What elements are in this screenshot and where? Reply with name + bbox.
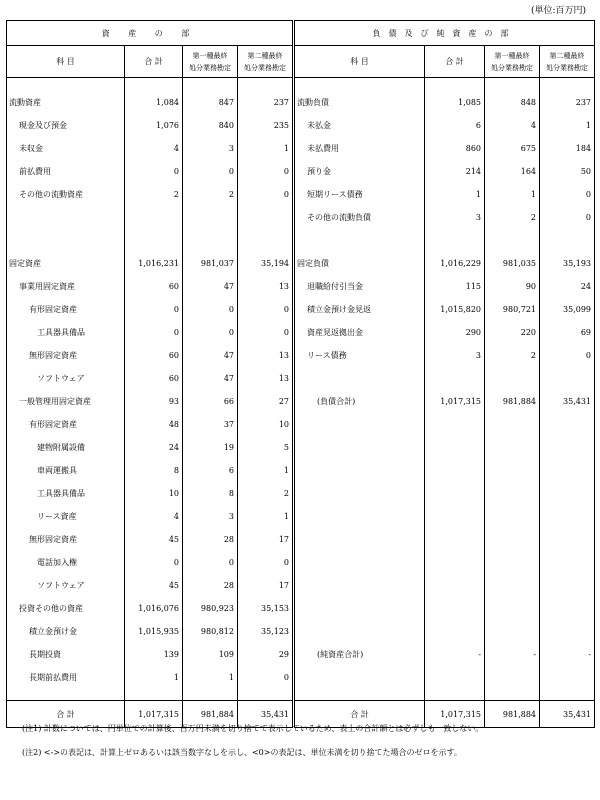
- asset-type1-cell: 980,812: [183, 620, 238, 643]
- asset-item-label: 一般管理用固定資産: [7, 390, 125, 413]
- asset-item-label: 無形固定資産: [7, 344, 125, 367]
- asset-item-label: 現金及び預金: [7, 114, 125, 137]
- table-row: [7, 436, 595, 459]
- asset-total-cell: 45: [125, 574, 183, 597]
- asset-type2-cell: 13: [238, 344, 294, 367]
- asset-item-label: 無形固定資産: [7, 528, 125, 551]
- table-row: [7, 229, 595, 252]
- table-row: [7, 505, 595, 528]
- liability-type1-cell: -: [485, 643, 540, 666]
- asset-total-cell: 0: [125, 551, 183, 574]
- asset-type1-cell: 0: [183, 160, 238, 183]
- asset-total-cell: 60: [125, 275, 183, 298]
- liability-type1-cell: [485, 459, 540, 482]
- liability-item-label: 退職給付引当金: [307, 282, 364, 291]
- liability-item-label: [294, 229, 425, 252]
- asset-type1-cell: 8: [183, 482, 238, 505]
- asset-type1-cell: 109: [183, 643, 238, 666]
- liability-type1-cell: [485, 551, 540, 574]
- liability-type2-cell: 35,099: [540, 298, 595, 321]
- asset-type1-cell: 840: [183, 114, 238, 137]
- spacer-row: [7, 689, 595, 701]
- asset-type1-cell: [183, 206, 238, 229]
- asset-type1-cell: 0: [183, 551, 238, 574]
- asset-type1-cell: 6: [183, 459, 238, 482]
- asset-type2-cell: 17: [238, 528, 294, 551]
- assets-section-title: 資 産 の 部: [7, 21, 294, 46]
- liability-type2-cell: 237: [540, 91, 595, 114]
- liability-item-label: [294, 413, 425, 436]
- liability-total-cell: 3: [425, 344, 485, 367]
- asset-type2-cell: 35,194: [238, 252, 294, 275]
- asset-type2-cell: 13: [238, 275, 294, 298]
- table-row: [7, 114, 595, 137]
- liability-item-label: 固定負債: [297, 259, 330, 268]
- liability-total-cell: 115: [425, 275, 485, 298]
- asset-item-label: 車両運搬具: [7, 459, 125, 482]
- liability-total-cell: 3: [425, 206, 485, 229]
- liability-total-cell: [425, 620, 485, 643]
- liability-item-label: (純資産合計): [317, 650, 364, 659]
- liability-type2-cell: 50: [540, 160, 595, 183]
- asset-total-cell: 48: [125, 413, 183, 436]
- liability-type1-cell: [485, 505, 540, 528]
- liabilities-total-label: 合 計: [294, 701, 425, 728]
- asset-type2-cell: 17: [238, 574, 294, 597]
- liability-type2-cell: 69: [540, 321, 595, 344]
- table-row: [7, 574, 595, 597]
- asset-type1-cell: 37: [183, 413, 238, 436]
- spacer-row: [7, 78, 595, 92]
- asset-item-label: 工具器具備品: [7, 482, 125, 505]
- table-row: [7, 298, 595, 321]
- liability-item-label: [294, 436, 425, 459]
- asset-total-cell: 10: [125, 482, 183, 505]
- section-header-row: [7, 21, 595, 46]
- asset-type2-cell: 0: [238, 551, 294, 574]
- liability-type2-cell: -: [540, 643, 595, 666]
- liability-type1-cell: [485, 597, 540, 620]
- liability-total-cell: 1,017,315: [425, 390, 485, 413]
- liability-type1-cell: [485, 413, 540, 436]
- liability-total-cell: [425, 505, 485, 528]
- table-row: [7, 344, 595, 367]
- asset-total-cell: 24: [125, 436, 183, 459]
- liability-type1-cell: [485, 229, 540, 252]
- liability-total-cell: [425, 597, 485, 620]
- liability-type2-cell: [540, 459, 595, 482]
- liability-item-label: [294, 574, 425, 597]
- liability-item-label: [294, 597, 425, 620]
- asset-type2-cell: 2: [238, 482, 294, 505]
- liability-total-cell: 290: [425, 321, 485, 344]
- liabilities-type1-header: 第一種最終 処分業務勘定: [485, 46, 540, 78]
- liability-type2-cell: [540, 597, 595, 620]
- assets-total-value: 1,017,315: [125, 701, 183, 728]
- asset-item-label: [7, 229, 125, 252]
- liability-type1-cell: [485, 482, 540, 505]
- assets-item-header: 科 目: [7, 46, 125, 78]
- asset-type1-cell: 2: [183, 183, 238, 206]
- asset-type1-cell: [183, 229, 238, 252]
- asset-total-cell: 1,016,231: [125, 252, 183, 275]
- asset-type1-cell: 66: [183, 390, 238, 413]
- liability-item-label: [294, 505, 425, 528]
- liability-type2-cell: 0: [540, 183, 595, 206]
- liability-total-cell: [425, 574, 485, 597]
- asset-type2-cell: 35,123: [238, 620, 294, 643]
- liability-item-label: [294, 620, 425, 643]
- footnotes: [22, 723, 483, 771]
- liability-item-label: [294, 528, 425, 551]
- liability-item-label: 流動負債: [297, 98, 330, 107]
- asset-type2-cell: 13: [238, 367, 294, 390]
- asset-type1-cell: 1: [183, 666, 238, 689]
- liability-total-cell: [425, 666, 485, 689]
- liability-type2-cell: 0: [540, 344, 595, 367]
- liability-type2-cell: [540, 413, 595, 436]
- asset-item-label: 電話加入権: [7, 551, 125, 574]
- liability-item-label: [294, 367, 425, 390]
- liability-type2-cell: [540, 367, 595, 390]
- liability-item-label: 未払費用: [307, 144, 340, 153]
- liability-item-label: [294, 459, 425, 482]
- table-row: [7, 206, 595, 229]
- liability-item-label: [294, 482, 425, 505]
- column-header-row: [7, 46, 595, 78]
- liability-type2-cell: 1: [540, 114, 595, 137]
- asset-item-label: その他の流動資産: [7, 183, 125, 206]
- asset-total-cell: 1,016,076: [125, 597, 183, 620]
- liability-type2-cell: [540, 666, 595, 689]
- asset-type2-cell: 0: [238, 321, 294, 344]
- asset-type2-cell: 27: [238, 390, 294, 413]
- liabilities-type2-header: 第二種最終 処分業務勘定: [540, 46, 595, 78]
- asset-total-cell: 2: [125, 183, 183, 206]
- liabilities-total-value: 1,017,315: [425, 701, 485, 728]
- asset-type2-cell: 29: [238, 643, 294, 666]
- asset-total-cell: 60: [125, 344, 183, 367]
- table-row: [7, 643, 595, 666]
- asset-type2-cell: 1: [238, 505, 294, 528]
- liabilities-total-type1: 981,884: [485, 701, 540, 728]
- asset-total-cell: 45: [125, 528, 183, 551]
- asset-type1-cell: 3: [183, 505, 238, 528]
- balance-sheet-table: [6, 20, 595, 728]
- table-row: [7, 321, 595, 344]
- footnote-1: (注1) 計数については、円単位での計算後、百万円未満を切り捨てて表示しているため、表上の合計額とは必ずしも一致しない。: [22, 724, 484, 733]
- asset-type2-cell: 0: [238, 160, 294, 183]
- asset-total-cell: 4: [125, 505, 183, 528]
- assets-total-type2: 35,431: [238, 701, 294, 728]
- liability-type2-cell: 24: [540, 275, 595, 298]
- liability-type1-cell: 981,884: [485, 390, 540, 413]
- asset-type2-cell: 237: [238, 91, 294, 114]
- liability-total-cell: -: [425, 643, 485, 666]
- table-row: [7, 275, 595, 298]
- table-row: [7, 137, 595, 160]
- liability-type2-cell: [540, 620, 595, 643]
- table-row: [7, 459, 595, 482]
- asset-type2-cell: 35,153: [238, 597, 294, 620]
- liability-type1-cell: 675: [485, 137, 540, 160]
- liability-type1-cell: 1: [485, 183, 540, 206]
- liability-item-label: [294, 666, 425, 689]
- asset-type1-cell: 47: [183, 275, 238, 298]
- table-row: [7, 666, 595, 689]
- asset-type2-cell: 1: [238, 459, 294, 482]
- liability-type1-cell: 4: [485, 114, 540, 137]
- liability-total-cell: [425, 229, 485, 252]
- asset-item-label: 有形固定資産: [7, 298, 125, 321]
- asset-total-cell: 1: [125, 666, 183, 689]
- asset-item-label: 前払費用: [7, 160, 125, 183]
- table-row: [7, 413, 595, 436]
- asset-item-label: 未収金: [7, 137, 125, 160]
- asset-type2-cell: 10: [238, 413, 294, 436]
- assets-total-label: 合 計: [7, 701, 125, 728]
- table-row: [7, 390, 595, 413]
- liability-item-label: 預り金: [307, 167, 332, 176]
- liability-type1-cell: 2: [485, 206, 540, 229]
- table-row: [7, 597, 595, 620]
- table-row: [7, 367, 595, 390]
- table-row: [7, 620, 595, 643]
- asset-type2-cell: 235: [238, 114, 294, 137]
- asset-item-label: 有形固定資産: [7, 413, 125, 436]
- liability-type2-cell: [540, 528, 595, 551]
- table-row: [7, 91, 595, 114]
- assets-type2-header: 第二種最終 処分業務勘定: [238, 46, 294, 78]
- asset-type1-cell: 981,037: [183, 252, 238, 275]
- asset-type2-cell: 0: [238, 666, 294, 689]
- asset-total-cell: 93: [125, 390, 183, 413]
- asset-total-cell: 4: [125, 137, 183, 160]
- liability-type2-cell: 35,193: [540, 252, 595, 275]
- liability-type2-cell: [540, 574, 595, 597]
- liability-type1-cell: 90: [485, 275, 540, 298]
- asset-total-cell: 0: [125, 160, 183, 183]
- table-row: [7, 551, 595, 574]
- asset-item-label: 長期投資: [7, 643, 125, 666]
- liability-total-cell: [425, 367, 485, 390]
- asset-type1-cell: 28: [183, 528, 238, 551]
- liability-type1-cell: [485, 367, 540, 390]
- liability-type2-cell: [540, 482, 595, 505]
- asset-item-label: 流動資産: [7, 91, 125, 114]
- asset-item-label: 建物附属設備: [7, 436, 125, 459]
- liability-total-cell: 214: [425, 160, 485, 183]
- asset-total-cell: 0: [125, 321, 183, 344]
- assets-type1-header: 第一種最終 処分業務勘定: [183, 46, 238, 78]
- liability-item-label: (負債合計): [317, 397, 356, 406]
- liability-type2-cell: [540, 551, 595, 574]
- asset-total-cell: 8: [125, 459, 183, 482]
- asset-type1-cell: 847: [183, 91, 238, 114]
- liabilities-item-header: 科 目: [294, 46, 425, 78]
- asset-item-label: 長期前払費用: [7, 666, 125, 689]
- liability-total-cell: 1,016,229: [425, 252, 485, 275]
- asset-total-cell: 1,015,935: [125, 620, 183, 643]
- liability-type2-cell: 184: [540, 137, 595, 160]
- liability-type1-cell: 981,035: [485, 252, 540, 275]
- liability-item-label: 短期リース債務: [307, 190, 363, 199]
- liability-total-cell: [425, 436, 485, 459]
- liability-type2-cell: 0: [540, 206, 595, 229]
- liability-type1-cell: 220: [485, 321, 540, 344]
- asset-total-cell: 1,084: [125, 91, 183, 114]
- liability-total-cell: [425, 551, 485, 574]
- asset-type2-cell: [238, 206, 294, 229]
- asset-item-label: リース資産: [7, 505, 125, 528]
- liability-type1-cell: [485, 666, 540, 689]
- liability-item-label: リース債務: [307, 351, 347, 360]
- asset-type2-cell: 0: [238, 183, 294, 206]
- asset-type1-cell: 47: [183, 367, 238, 390]
- liability-total-cell: 6: [425, 114, 485, 137]
- unit-label: (単位:百万円): [530, 6, 586, 16]
- liability-type1-cell: 848: [485, 91, 540, 114]
- asset-item-label: ソフトウェア: [7, 367, 125, 390]
- asset-total-cell: 1,076: [125, 114, 183, 137]
- liability-type2-cell: 35,431: [540, 390, 595, 413]
- asset-type1-cell: 3: [183, 137, 238, 160]
- asset-item-label: 事業用固定資産: [7, 275, 125, 298]
- liability-item-label: 資産見返拠出金: [307, 328, 364, 337]
- liability-total-cell: [425, 482, 485, 505]
- asset-type2-cell: 5: [238, 436, 294, 459]
- asset-type2-cell: [238, 229, 294, 252]
- asset-item-label: [7, 206, 125, 229]
- liability-total-cell: [425, 528, 485, 551]
- asset-item-label: 投資その他の資産: [7, 597, 125, 620]
- table-row: [7, 482, 595, 505]
- liability-total-cell: [425, 413, 485, 436]
- table-row: [7, 160, 595, 183]
- liability-type2-cell: [540, 436, 595, 459]
- liability-type1-cell: [485, 574, 540, 597]
- asset-item-label: 積立金預け金: [7, 620, 125, 643]
- asset-total-cell: [125, 206, 183, 229]
- liability-type2-cell: [540, 505, 595, 528]
- table-row: [7, 183, 595, 206]
- footnote-2: (注2) <->の表記は、計算上ゼロあるいは該当数字なしを示し、<0>の表記は、単位未満を切り捨てた場合のゼロを示す。: [22, 748, 462, 757]
- liability-item-label: 積立金預け金見返: [307, 305, 372, 314]
- asset-type1-cell: 19: [183, 436, 238, 459]
- table-row: [7, 252, 595, 275]
- assets-total-header: 合 計: [125, 46, 183, 78]
- liability-type1-cell: 980,721: [485, 298, 540, 321]
- asset-type1-cell: 0: [183, 321, 238, 344]
- liability-item-label: 未払金: [307, 121, 332, 130]
- asset-total-cell: 60: [125, 367, 183, 390]
- asset-type1-cell: 28: [183, 574, 238, 597]
- liability-type2-cell: [540, 229, 595, 252]
- liability-total-cell: [425, 459, 485, 482]
- asset-type1-cell: 0: [183, 298, 238, 321]
- asset-type1-cell: 47: [183, 344, 238, 367]
- liability-item-label: その他の流動負債: [307, 213, 372, 222]
- liability-type1-cell: [485, 436, 540, 459]
- asset-item-label: 工具器具備品: [7, 321, 125, 344]
- liabilities-total-type2: 35,431: [540, 701, 595, 728]
- asset-total-cell: 0: [125, 298, 183, 321]
- asset-item-label: 固定資産: [7, 252, 125, 275]
- liability-type1-cell: 164: [485, 160, 540, 183]
- liabilities-total-header: 合 計: [425, 46, 485, 78]
- liability-total-cell: 1,015,820: [425, 298, 485, 321]
- asset-type2-cell: 0: [238, 298, 294, 321]
- assets-total-type1: 981,884: [183, 701, 238, 728]
- liabilities-section-title: 負債及び純資産の部: [294, 21, 595, 46]
- asset-total-cell: [125, 229, 183, 252]
- asset-total-cell: 139: [125, 643, 183, 666]
- liability-type1-cell: [485, 528, 540, 551]
- liability-total-cell: 860: [425, 137, 485, 160]
- asset-type2-cell: 1: [238, 137, 294, 160]
- liability-item-label: [294, 551, 425, 574]
- liability-total-cell: 1,085: [425, 91, 485, 114]
- liability-type1-cell: 2: [485, 344, 540, 367]
- liability-type1-cell: [485, 620, 540, 643]
- table-row: [7, 528, 595, 551]
- liability-total-cell: 1: [425, 183, 485, 206]
- asset-item-label: ソフトウェア: [7, 574, 125, 597]
- asset-type1-cell: 980,923: [183, 597, 238, 620]
